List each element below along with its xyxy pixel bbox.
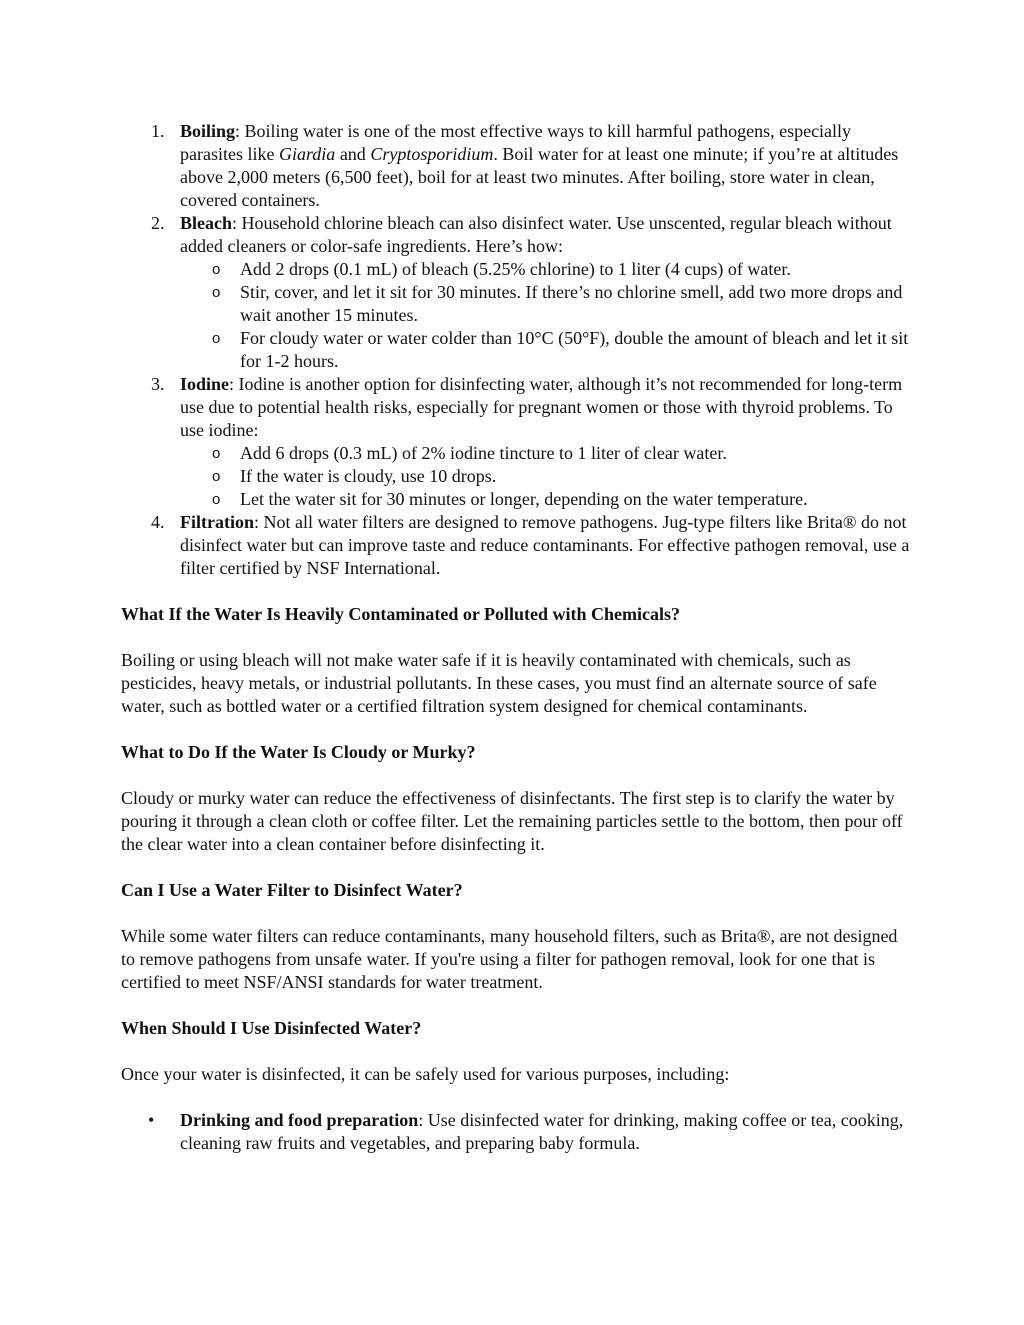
sub-bullet-marker: o	[212, 468, 221, 485]
method-title: Iodine	[180, 374, 230, 394]
method-item-boiling	[121, 120, 911, 212]
bleach-steps-list	[180, 258, 911, 373]
sub-bullet-marker: o	[212, 491, 221, 508]
bullet-marker: •	[148, 1110, 155, 1130]
section-heading-uses: When Should I Use Disinfected Water?	[121, 1018, 422, 1038]
list-item	[180, 442, 911, 465]
list-item	[121, 1109, 911, 1155]
section-body-filter: While some water filters can reduce contaminants, many household filters, such as Brita®, are not designed to remove pathogens from unsafe water. If you're using a filter for pathogen removal, look for one that is certified to meet NSF/ANSI standards for water treatment.	[121, 926, 898, 992]
method-italic-term: Cryptosporidium	[370, 144, 494, 164]
list-item	[180, 281, 911, 327]
method-title: Boiling	[180, 121, 236, 141]
sub-bullet-marker: o	[212, 330, 221, 347]
list-number: 3.	[151, 374, 165, 394]
use-title: Drinking and food preparation	[180, 1110, 419, 1130]
step-text: If the water is cloudy, use 10 drops.	[240, 466, 497, 486]
method-text: : Household chlorine bleach can also disinfect water. Use unscented, regular bleach without added cleaners or color-safe ingredients. Here’s how:	[180, 213, 892, 256]
list-number: 2.	[151, 213, 165, 233]
method-item-bleach	[121, 212, 911, 373]
list-item	[180, 488, 911, 511]
section-body-cloudy: Cloudy or murky water can reduce the effectiveness of disinfectants. The first step is to clarify the water by pouring it through a clean cloth or coffee filter. Let the remaining particles settle to the bottom, then pour off the clear water into a clean container before disinfecting it.	[121, 788, 903, 854]
method-item-filtration	[121, 511, 911, 580]
method-text: and	[335, 144, 371, 164]
method-text: : Boiling water is one of the most effective ways to kill harmful pathogens, especially parasites like	[180, 121, 852, 164]
use-text: : Use disinfected water for drinking, making coffee or tea, cooking, cleaning raw fruits and vegetables, and preparing baby formula.	[180, 1110, 904, 1153]
section-heading-chemicals: What If the Water Is Heavily Contaminated or Polluted with Chemicals?	[121, 604, 680, 624]
method-italic-term: Giardia	[278, 144, 336, 164]
iodine-steps-list	[180, 442, 911, 511]
step-text: Let the water sit for 30 minutes or longer, depending on the water temperature.	[240, 489, 808, 509]
method-item-iodine	[121, 373, 911, 511]
method-text: : Iodine is another option for disinfecting water, although it’s not recommended for long-term use due to potential health risks, especially for pregnant women or those with thyroid problems. To use iodine:	[180, 374, 903, 440]
sub-bullet-marker: o	[212, 445, 221, 462]
step-text: For cloudy water or water colder than 10°C (50°F), double the amount of bleach and let it sit for 1-2 hours.	[240, 328, 909, 371]
list-number: 1.	[151, 121, 165, 141]
method-text: : Not all water filters are designed to remove pathogens. Jug-type filters like Brita® do not disinfect water but can improve taste and reduce contaminants. For effective pathogen removal, use a filter certified by NSF International.	[180, 512, 910, 578]
step-text: Add 6 drops (0.3 mL) of 2% iodine tincture to 1 liter of clear water.	[240, 443, 727, 463]
list-number: 4.	[151, 512, 165, 532]
section-heading-cloudy: What to Do If the Water Is Cloudy or Murky?	[121, 742, 476, 762]
list-item	[180, 258, 911, 281]
list-item	[180, 327, 911, 373]
document-content	[121, 120, 911, 1155]
section-heading-filter: Can I Use a Water Filter to Disinfect Water?	[121, 880, 463, 900]
uses-list	[121, 1109, 911, 1155]
sub-bullet-marker: o	[212, 284, 221, 301]
step-text: Add 2 drops (0.1 mL) of bleach (5.25% chlorine) to 1 liter (4 cups) of water.	[240, 259, 791, 279]
section-body-uses: Once your water is disinfected, it can be safely used for various purposes, including:	[121, 1064, 730, 1084]
section-body-chemicals: Boiling or using bleach will not make water safe if it is heavily contaminated with chemicals, such as pesticides, heavy metals, or industrial pollutants. In these cases, you must find an alternate source of safe water, such as bottled water or a certified filtration system designed for chemical contaminants.	[121, 650, 877, 716]
method-title: Bleach	[180, 213, 232, 233]
method-title: Filtration	[180, 512, 254, 532]
sub-bullet-marker: o	[212, 261, 221, 278]
list-item	[180, 465, 911, 488]
disinfection-methods-list	[121, 120, 911, 580]
step-text: Stir, cover, and let it sit for 30 minutes. If there’s no chlorine smell, add two more drops and wait another 15 minutes.	[240, 282, 903, 325]
method-text: . Boil water for at least one minute; if you’re at altitudes above 2,000 meters (6,500 feet), boil for at least two minutes. After boiling, store water in clean, covered containers.	[180, 144, 899, 210]
